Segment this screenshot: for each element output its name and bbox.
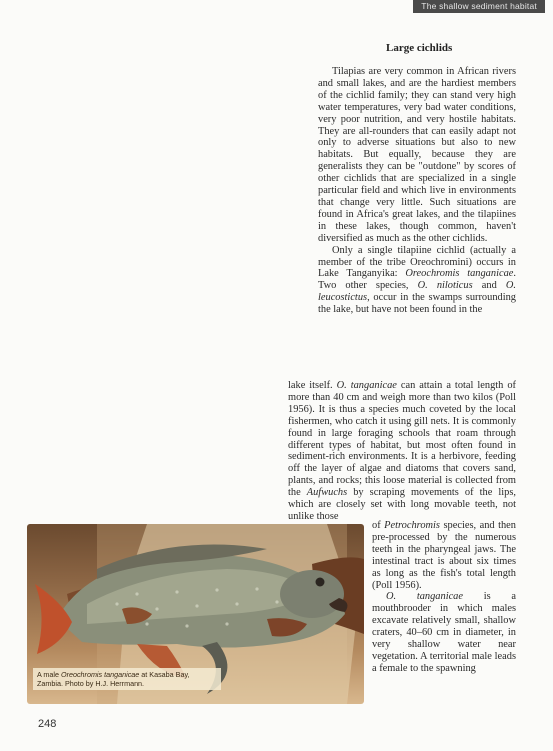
text-column-3 [372, 520, 516, 675]
text-column-1 [318, 66, 516, 316]
text-column-2 [288, 380, 516, 523]
running-head: The shallow sediment habitat [413, 0, 545, 13]
species-name: O. leucostictus [318, 280, 516, 304]
fish-photo [27, 524, 364, 704]
species-name: O. tanganicae [336, 380, 397, 391]
photo-caption: A male Oreochromis tanganicae at Kasaba Bay, Zambia. Photo by H.J. Herrmann. [33, 668, 221, 690]
paragraph-continued: lake itself. O. tanganicae can attain a total length of more than 40 cm and weigh more than two kilos (Poll 1956). It is thus a species much coveted by the local fishermen, who catch it using gill nets. It is commonly found in large foraging schools that roam through different types of habitat, but most often found in sediment-rich environments. It is a herbivore, feeding off the layer of algae and diatoms that covers sand, plants, and rocks; this loose material is collected from the Aufwuchs by scraping movements of the lips, which are closely set with long movable teeth, not unlike those [288, 380, 516, 522]
page-number: 248 [38, 718, 57, 730]
species-name: O. tanganicae [386, 591, 463, 603]
paragraph-mouthbrooder: O. tanganicae is a mouthbrooder in which males excavate relatively small, shallow craters, 40–60 cm in diameter, in very shallow water near vegetation. A territorial male leads a female to the spawning [372, 591, 516, 674]
paragraph-tilapias: Tilapias are very common in African rivers and small lakes, and are the hardiest members of the cichlid family; they can stand very high water temperatures, very bad water conditions, very poor nutrition, and very hostile habitats. They are all-rounders that can easily adapt not only to adverse situations but also to new habitats. But equally, because they are generalists they can be "outdone" by scores of other cichlids that are specialized in a single particular field and which live in environments that change very little. Such situations are found in Africa's great lakes, and the tilapiines in these lakes, though common, haven't diversified as much as the other cichlids. [318, 66, 516, 244]
term-italic: Aufwuchs [306, 487, 348, 499]
paragraph-continued-2: of Petrochromis species, and then pre-processed by the numerous teeth in the pharyngeal jaws. The intestinal tract is about six times as long as the fish's total length (Poll 1956). [372, 520, 516, 591]
species-name: Oreochromis tanganicae [405, 268, 514, 280]
section-heading: Large cichlids [386, 42, 453, 54]
paragraph-only-single: Only a single tilapiine cichlid (actually a member of the tribe Oreochromini) occurs in Lake Tanganyika: Oreochromis tanganicae. Two other species, O. niloticus and O. leucostictus, occur in the swamps surrounding the lake, but have not been found in the [318, 244, 516, 316]
genus-name: Petrochromis [384, 520, 440, 531]
species-name: O. niloticus [417, 280, 473, 292]
